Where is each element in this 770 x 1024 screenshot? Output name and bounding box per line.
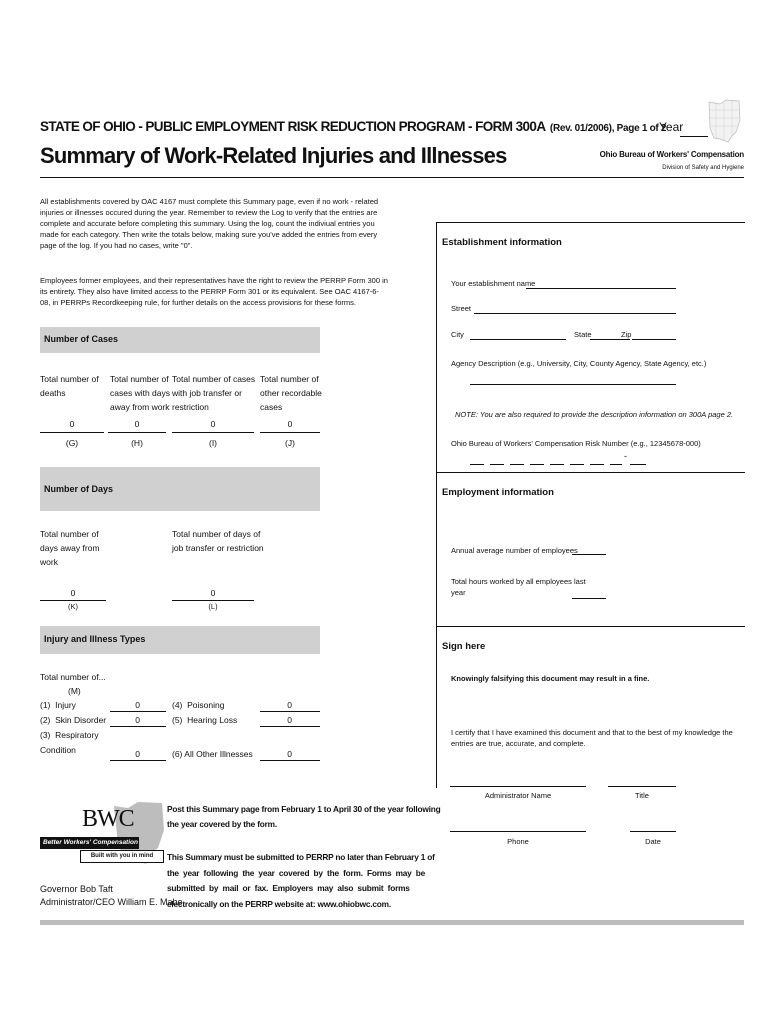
administrator-name-field[interactable] xyxy=(450,786,586,787)
title-label: Title xyxy=(635,791,649,800)
injury-underline xyxy=(110,711,166,712)
intro-line: injuries or illnesses occured during the year. Remember to review the Log to verify that the entries are xyxy=(40,208,378,217)
governor-name: Governor Bob Taft xyxy=(40,884,113,894)
submit-instructions xyxy=(167,850,435,912)
header-divider xyxy=(40,177,744,178)
average-employees-field[interactable] xyxy=(572,554,606,555)
street-field[interactable] xyxy=(474,313,676,314)
types-section-band xyxy=(40,626,320,654)
risk-digit xyxy=(530,464,544,465)
state-label: State xyxy=(574,330,592,339)
deaths-value[interactable]: 0 xyxy=(69,419,75,429)
page-title: Summary of Work-Related Injuries and Illnesses xyxy=(40,143,507,168)
falsifying-warning: Knowingly falsifying this document may result in a fine. xyxy=(451,674,650,683)
intro-line: complete and accurate before completing this summary. Using the log, count the indiviual entries you xyxy=(40,219,375,228)
risk-digit xyxy=(550,464,564,465)
skin-disorder-label: (2) Skin Disorder xyxy=(40,715,107,725)
instruction-line: This Summary must be submitted to PERRP no later than February 1 of xyxy=(167,852,435,862)
city-field[interactable] xyxy=(470,339,566,340)
certification-text xyxy=(451,727,733,749)
label-line: Total number of days of xyxy=(172,529,261,539)
hearing-loss-value[interactable]: 0 xyxy=(287,715,292,725)
instruction-line: submitted by mail or fax. Employers may also submit forms xyxy=(167,883,410,893)
intro-paragraph-2 xyxy=(40,275,388,308)
transfer-days-code: (L) xyxy=(208,602,218,611)
label-line: Total number of xyxy=(40,374,99,384)
label-line: days away from xyxy=(40,543,100,553)
title-field[interactable] xyxy=(608,786,676,787)
establishment-heading: Establishment information xyxy=(442,237,562,248)
injury-value[interactable]: 0 xyxy=(135,700,140,710)
transfer-cases-underline xyxy=(172,432,254,433)
risk-digit xyxy=(470,464,484,465)
total-hours-label xyxy=(451,576,586,598)
transfer-cases-label xyxy=(172,372,255,414)
risk-digit xyxy=(630,464,646,465)
days-away-label xyxy=(40,527,100,569)
ohio-map-icon xyxy=(706,98,742,144)
skin-disorder-underline xyxy=(110,726,166,727)
year-field[interactable] xyxy=(680,136,708,137)
bwc-tagline-1: Better Workers' Compensation xyxy=(40,837,139,849)
label-line: Total number of xyxy=(260,374,319,384)
poisoning-value[interactable]: 0 xyxy=(287,700,292,710)
label-line: cases xyxy=(260,402,283,412)
skin-disorder-value[interactable]: 0 xyxy=(135,715,140,725)
label-line: entries are true, accurate, and complete. xyxy=(451,739,586,748)
form-revision: (Rev. 01/2006), Page 1 of 2 xyxy=(549,123,667,134)
instruction-line: the year following the year covered by the form. Forms may be xyxy=(167,867,426,878)
poisoning-label: (4) Poisoning xyxy=(172,700,225,710)
label-line: year xyxy=(451,588,466,597)
other-illnesses-value[interactable]: 0 xyxy=(287,749,292,759)
label-line: with job transfer or xyxy=(172,388,242,398)
types-total-label: Total number of... xyxy=(40,672,106,682)
days-away-underline xyxy=(40,600,106,601)
total-hours-field[interactable] xyxy=(572,598,606,599)
establishment-name-label: Your establishment name xyxy=(451,279,536,288)
label-line: away from work xyxy=(110,402,170,412)
agency-description-field[interactable] xyxy=(470,384,676,385)
label-line: Total number of xyxy=(110,374,169,384)
intro-line: its entirety. They also have limited access to the PERRP Form 301 or its equivalent. See OAC 4167-6- xyxy=(40,287,379,296)
respiratory-label: (3) Respiratory xyxy=(40,730,99,740)
injury-label: (1) Injury xyxy=(40,700,76,710)
other-illnesses-underline xyxy=(260,760,320,761)
risk-digit xyxy=(570,464,584,465)
phone-field[interactable] xyxy=(450,831,586,832)
employment-heading: Employment information xyxy=(442,487,554,498)
transfer-days-underline xyxy=(172,600,254,601)
instruction-line: electronically on the PERRP website at: www.ohiobwc.com. xyxy=(167,898,391,909)
label-line: Total number of cases xyxy=(172,374,256,384)
hearing-loss-label: (5) Hearing Loss xyxy=(172,715,238,725)
cases-section-band xyxy=(40,327,320,353)
intro-paragraph-1 xyxy=(40,196,379,251)
respiratory-underline xyxy=(110,760,166,761)
label-line: work xyxy=(40,557,58,567)
types-section-label: Injury and Illness Types xyxy=(44,634,146,644)
respiratory-value[interactable]: 0 xyxy=(135,749,140,759)
other-cases-label xyxy=(260,372,322,414)
transfer-cases-value[interactable]: 0 xyxy=(210,419,216,429)
hearing-loss-underline xyxy=(260,726,320,727)
intro-line: made for each category. Then write the totals below, making sure you've added the entries from every xyxy=(40,230,378,239)
intro-line: 08, in PERRPs Recordkeeping rule, for further details on the access provisions for these forms. xyxy=(40,298,356,307)
city-label: City xyxy=(451,330,464,339)
label-line: Total hours worked by all employees last xyxy=(451,577,586,586)
description-note: NOTE: You are also required to provide the description information on 300A page 2. xyxy=(455,410,734,419)
bureau-name: Ohio Bureau of Workers' Compensation xyxy=(599,150,744,159)
average-employees-label: Annual average number of employees xyxy=(451,546,578,555)
date-label: Date xyxy=(645,837,661,846)
other-cases-underline xyxy=(260,432,320,433)
label-line: other recordable xyxy=(260,388,322,398)
street-label: Street xyxy=(451,304,472,313)
bwc-tagline-2: Built with you in mind xyxy=(80,850,164,863)
form-title: STATE OF OHIO - PUBLIC EMPLOYMENT RISK REDUCTION PROGRAM - FORM 300A xyxy=(40,119,546,134)
days-away-cases-underline xyxy=(108,432,166,433)
footer-bar xyxy=(40,920,744,925)
other-illnesses-label: (6) All Other Illnesses xyxy=(172,749,253,759)
intro-line: page of the log. If you had no cases, write "0". xyxy=(40,241,193,250)
days-away-cases-code: (H) xyxy=(131,438,143,448)
label-line: deaths xyxy=(40,388,66,398)
risk-number-label: Ohio Bureau of Workers' Compensation Risk Number (e.g., 12345678-000) xyxy=(451,439,701,448)
days-away-cases-label xyxy=(110,372,170,414)
post-instructions xyxy=(167,802,440,832)
days-away-cases-value[interactable]: 0 xyxy=(134,419,140,429)
administrator-name-label: Administrator Name xyxy=(484,791,552,800)
transfer-days-label xyxy=(172,527,264,555)
instruction-line: Post this Summary page from February 1 to April 30 of the year following xyxy=(167,804,441,814)
label-line: restriction xyxy=(172,402,209,412)
date-field[interactable] xyxy=(630,831,676,832)
sign-heading: Sign here xyxy=(442,641,486,652)
respiratory-label-2: Condition xyxy=(40,745,76,755)
other-cases-value[interactable]: 0 xyxy=(287,419,293,429)
risk-digit xyxy=(590,464,604,465)
form-title-line xyxy=(40,118,667,136)
intro-line: Employees former employees, and their representatives have the right to review the PERRP Form 300 in xyxy=(40,276,388,285)
intro-line: All establishments covered by OAC 4167 must complete this Summary page, even if no work - related xyxy=(40,197,379,206)
other-cases-code: (J) xyxy=(285,438,295,448)
label-line: job transfer or restriction xyxy=(172,543,264,553)
administrator-ceo-name: Administrator/CEO William E. Mabe xyxy=(40,897,183,907)
deaths-underline xyxy=(40,432,104,433)
days-section-band xyxy=(40,467,320,511)
zip-field[interactable] xyxy=(632,339,676,340)
days-away-value[interactable]: 0 xyxy=(70,588,76,598)
deaths-code: (G) xyxy=(65,438,79,448)
label-line: cases with days xyxy=(110,388,170,398)
bwc-logo: BWC xyxy=(82,806,134,832)
instruction-line: the year covered by the form. xyxy=(167,819,277,829)
poisoning-underline xyxy=(260,711,320,712)
division-name: Division of Safety and Hygiene xyxy=(662,165,744,171)
risk-dash: - xyxy=(624,451,627,461)
zip-label: Zip xyxy=(621,330,632,339)
transfer-cases-code: (I) xyxy=(208,438,218,448)
label-line: I certify that I have examined this document and that to the best of my knowledge the xyxy=(451,728,733,737)
transfer-days-value[interactable]: 0 xyxy=(210,588,216,598)
year-label: Year xyxy=(659,120,684,134)
risk-number-field[interactable] xyxy=(470,451,650,465)
agency-description-label: Agency Description (e.g., University, City, County Agency, State Agency, etc.) xyxy=(451,359,707,368)
phone-label: Phone xyxy=(507,837,529,846)
cases-section-label: Number of Cases xyxy=(44,334,119,344)
risk-digit xyxy=(510,464,524,465)
deaths-label xyxy=(40,372,99,400)
risk-digit xyxy=(610,464,622,465)
label-line: Total number of xyxy=(40,529,99,539)
types-code: (M) xyxy=(68,686,81,696)
risk-digit xyxy=(490,464,504,465)
days-section-label: Number of Days xyxy=(44,484,114,494)
days-away-code: (K) xyxy=(68,602,78,611)
establishment-name-field[interactable] xyxy=(526,288,676,289)
